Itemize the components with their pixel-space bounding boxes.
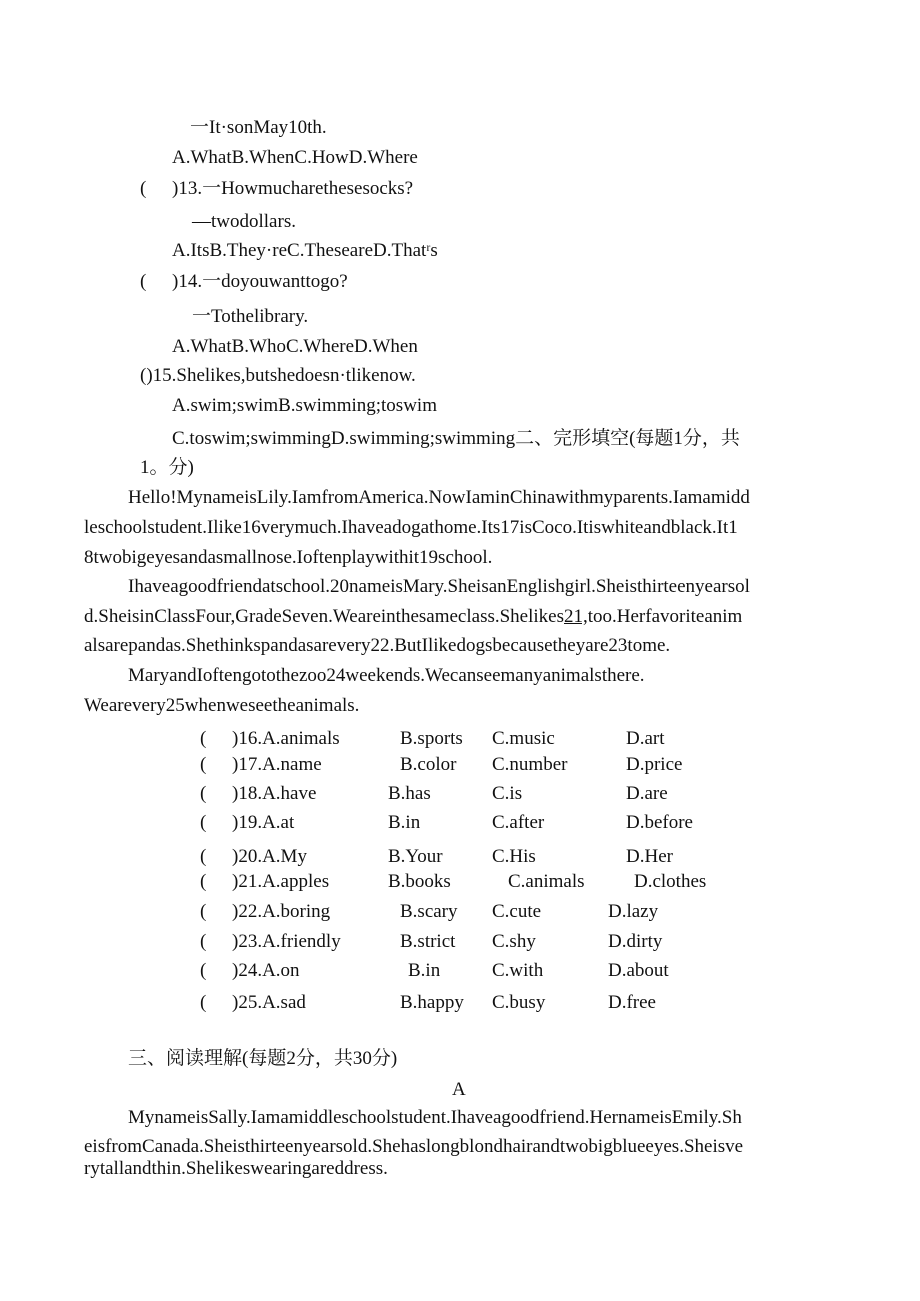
option-b: B.color [400,754,457,775]
cloze-p3-line2: Wearevery25whenweseetheanimals. [84,695,360,716]
option-d: D.about [608,960,669,981]
option-d: D.are [626,783,668,804]
option-a: )18.A.have [232,783,317,804]
option-c: C.busy [492,992,546,1013]
option-b: B.Your [388,846,443,867]
cloze-p2-line1: Ihaveagoodfriendatschool.20nameisMary.SheisanEnglishgirl.Sheisthirteenyearsol [128,576,750,597]
answer-paren: ( [200,754,207,775]
q14-options: A.WhatB.WhoC.WhereD.When [172,336,418,357]
option-a: )24.A.on [232,960,300,981]
q13-question: )13.一Howmucharethesesocks? [172,178,414,199]
reading-line1: MynameisSally.Iamamiddleschoolstudent.Ihaveagoodfriend.HernameisEmily.Sh [128,1107,742,1128]
option-b: B.sports [400,728,463,749]
option-d: D.price [626,754,683,775]
cloze-p2-line2-b: too.Herfavoriteanim [587,606,743,627]
answer-paren: ( [200,728,207,749]
option-d: D.lazy [608,901,659,922]
option-a: )20.A.My [232,846,307,867]
option-c: C.with [492,960,544,981]
option-a: )17.A.name [232,754,322,775]
q15-options-line1: A.swim;swimB.swimming;toswim [172,395,437,416]
option-c: C.shy [492,931,536,952]
q14-answer: 一Tothelibrary. [192,306,309,327]
option-a: )25.A.sad [232,992,306,1013]
option-c: C.number [492,754,568,775]
q14-question: )14.一doyouwanttogo? [172,271,348,292]
answer-paren: ( [200,931,207,952]
option-d: D.before [626,812,693,833]
blank-21: 21, [564,606,588,627]
reading-line3: rytallandthin.Shelikeswearingareddress. [84,1158,388,1179]
option-a: )23.A.friendly [232,931,341,952]
option-b: B.books [388,871,451,892]
option-c: C.is [492,783,523,804]
option-b: B.strict [400,931,456,952]
option-a: )16.A.animals [232,728,340,749]
option-c: C.His [492,846,536,867]
q12-options: A.WhatB.WhenC.HowD.Where [172,147,418,168]
passage-label: A [452,1079,466,1100]
section2-score-wrap: 1。分) [140,457,194,478]
q15-options-line2: C.toswim;swimmingD.swimming;swimming二、完形填空(每题1分，共 [172,428,740,449]
option-c: C.music [492,728,555,749]
option-b: B.has [388,783,431,804]
reading-section-heading: 三、阅读理解(每题2分，共30分) [128,1048,398,1069]
option-a: )22.A.boring [232,901,331,922]
cloze-p1-line2: leschoolstudent.Ilike16verymuch.Ihaveadogathome.Its17isCoco.Itiswhiteandblack.It1 [84,517,738,538]
option-d: D.art [626,728,665,749]
q15-question: ()15.Shelikes,butshedoesn·tlikenow. [140,365,416,386]
option-b: B.in [408,960,441,981]
answer-paren: ( [200,812,207,833]
option-c: C.after [492,812,545,833]
reading-line2: eisfromCanada.Sheisthirteenyearsold.Shehaslongblondhairandtwobigblueeyes.Sheisve [84,1136,744,1157]
q13-paren: ( [140,178,147,199]
cloze-p2-line2-a: d.SheisinClassFour,GradeSeven.Weareinthesameclass.Shelikes [84,606,564,627]
option-b: B.in [388,812,421,833]
option-a: )19.A.at [232,812,295,833]
option-d: D.dirty [608,931,663,952]
answer-paren: ( [200,783,207,804]
cloze-p1-line3: 8twobigeyesandasmallnose.Ioftenplaywithit19school. [84,547,493,568]
option-d: D.Her [626,846,673,867]
option-c: C.animals [508,871,585,892]
option-d: D.free [608,992,656,1013]
q12-answer: 一It·sonMay10th. [190,117,327,138]
answer-paren: ( [200,871,207,892]
q13-answer: —twodollars. [192,211,296,232]
cloze-p1-line1: Hello!MynameisLily.IamfromAmerica.NowIaminChinawithmyparents.Iamamidd [128,487,750,508]
cloze-p2-line2 [84,605,742,629]
option-d: D.clothes [634,871,707,892]
answer-paren: ( [200,901,207,922]
cloze-p2-line3: alsarepandas.Shethinkspandasarevery22.ButIlikedogsbecausetheyare23tome. [84,635,671,656]
cloze-p3-line1: MaryandIoftengotothezoo24weekends.Wecanseemanyanimalsthere. [128,665,645,686]
answer-paren: ( [200,992,207,1013]
answer-paren: ( [200,846,207,867]
option-c: C.cute [492,901,542,922]
q13-options: A.ItsB.They·reC.ThesearеD.Thatʳs [172,240,438,261]
answer-paren: ( [200,960,207,981]
option-b: B.happy [400,992,464,1013]
option-b: B.scary [400,901,458,922]
option-a: )21.A.apples [232,871,330,892]
q14-paren: ( [140,271,147,292]
